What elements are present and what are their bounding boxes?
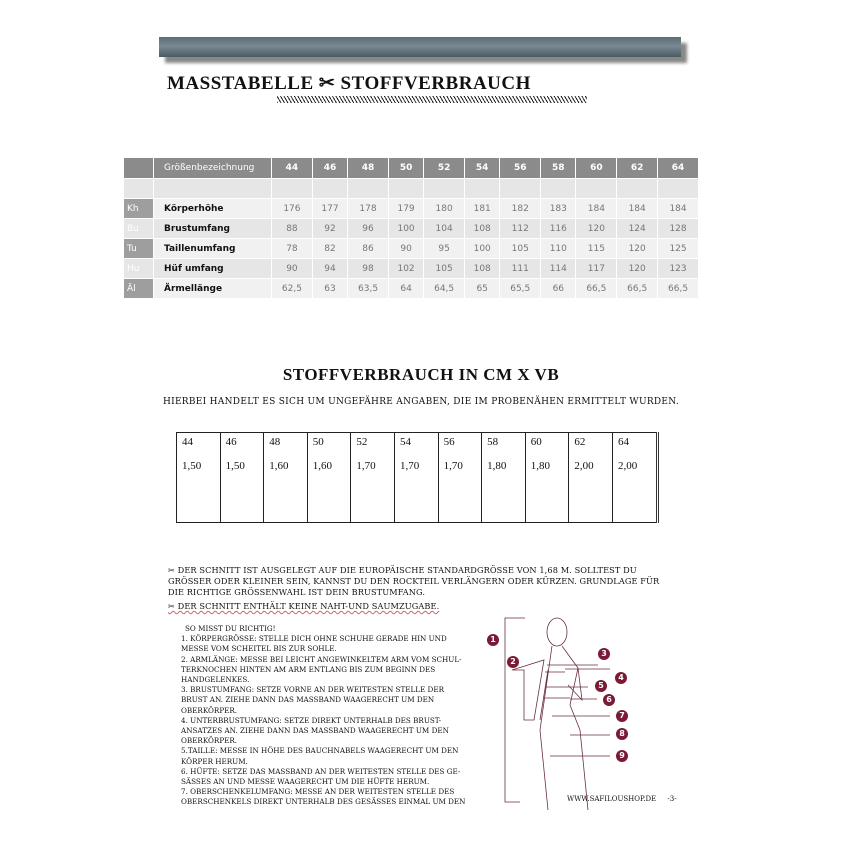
table-cell: 176 [272, 199, 313, 219]
fabric-amount: 1,70 [399, 460, 420, 472]
blank-cell [541, 179, 576, 199]
measure-step: 2. ARMLÄNGE: MESSE BEI LEICHT ANGEWINKELTEM ARM VOM SCHUL-TERKNOCHEN HINTEN AM ARM ENTLANG BIS ZUM BEGINN DES HANDGELENKES. [181, 654, 462, 685]
blank-cell [500, 179, 541, 199]
fabric-amount: 1,80 [487, 460, 507, 472]
fabric-amount: 1,70 [356, 460, 376, 472]
table-cell: 183 [541, 199, 576, 219]
blank-cell [312, 179, 347, 199]
size-table [123, 157, 699, 299]
table-cell: 90 [388, 239, 423, 259]
table-cell: 65 [465, 279, 500, 299]
fabric-amount: 1,70 [443, 460, 463, 472]
marker-6: 6 [603, 694, 615, 706]
table-cell: 88 [272, 219, 313, 239]
table-row [124, 199, 699, 219]
measure-step: 5.TAILLE: MESSE IN HÖHE DES BAUCHNABELS WAAGERECHT UM DEN KÖRPER HERUM. [181, 746, 459, 766]
table-cell: 94 [312, 259, 347, 279]
note-standard-size: ✂ DER SCHNITT IST AUSGELEGT AUF DIE EUROPÄISCHE STANDARDGRÖSSE VON 1,68 M. SOLLTEST DU GRÖSSER ODER KLEINER SEIN, KANNST DU DEN ROCKTEIL VERLÄNGERN ODER KÜRZEN. GRUNDLAGE FÜR DIE RICHTIGE GRÖSSENWAHL IST DEIN BRUSTUMFANG. [168, 565, 660, 597]
blank-cell [272, 179, 313, 199]
column-header: 46 [312, 158, 347, 179]
fabric-table [176, 432, 659, 523]
table-cell: 98 [348, 259, 389, 279]
table-cell: 182 [500, 199, 541, 219]
row-label: Körperhöhe [154, 199, 272, 219]
fabric-size: 60 [530, 436, 542, 448]
marker-8: 8 [616, 728, 628, 740]
fabric-amount: 1,80 [530, 460, 550, 472]
row-label: Hüf umfang [154, 259, 272, 279]
table-cell: 64 [388, 279, 423, 299]
marker-1: 1 [487, 634, 499, 646]
table-cell: 123 [658, 259, 699, 279]
row-abbr: Hu [124, 259, 154, 279]
table-cell: 102 [388, 259, 423, 279]
column-header: 62 [617, 158, 658, 179]
measure-step: 1. KÖRPERGRÖSSE: STELLE DICH OHNE SCHUHE GERADE HIN UND MESSE VOM SCHEITEL BIS ZUR SOHLE. [181, 634, 447, 654]
fabric-cell [612, 433, 657, 523]
table-cell: 120 [576, 219, 617, 239]
table-cell: 100 [465, 239, 500, 259]
fabric-note: HIERBEI HANDELT ES SICH UM UNGEFÄHRE ANGABEN, DIE IM PROBENÄHEN ERMITTELT WURDEN. [162, 397, 680, 407]
table-cell: 120 [617, 259, 658, 279]
blank-cell [617, 179, 658, 199]
table-cell: 124 [617, 219, 658, 239]
marker-2: 2 [507, 656, 519, 668]
table-cell: 184 [617, 199, 658, 219]
table-cell: 177 [312, 199, 347, 219]
measure-title: SO MISST DU RICHTIG! [185, 624, 276, 633]
table-row [124, 279, 699, 299]
column-header: 58 [541, 158, 576, 179]
fabric-amount: 1,50 [182, 460, 202, 472]
column-header: Größenbezeichnung [154, 158, 272, 179]
note-seam-allowance: ✂ DER SCHNITT ENTHÄLT KEINE NAHT-UND SAUMZUGABE. [168, 601, 440, 611]
table-cell: 92 [312, 219, 347, 239]
table-cell: 108 [465, 219, 500, 239]
row-label: Brustumfang [154, 219, 272, 239]
table-cell: 104 [424, 219, 465, 239]
table-cell: 181 [465, 199, 500, 219]
header-bar [159, 37, 681, 57]
table-cell: 96 [348, 219, 389, 239]
table-row [124, 239, 699, 259]
blank-cell [154, 179, 272, 199]
table-cell: 78 [272, 239, 313, 259]
table-row [124, 259, 699, 279]
fabric-amount: 2,00 [574, 460, 594, 472]
table-cell: 63,5 [348, 279, 389, 299]
page-title: MASSTABELLE ✂ STOFFVERBRAUCH [167, 73, 531, 94]
column-header: 44 [272, 158, 313, 179]
table-cell: 95 [424, 239, 465, 259]
fabric-size: 64 [617, 436, 629, 448]
table-cell: 179 [388, 199, 423, 219]
row-abbr: Äl [124, 279, 154, 299]
table-cell: 117 [576, 259, 617, 279]
table-cell: 120 [617, 239, 658, 259]
table-cell: 111 [500, 259, 541, 279]
marker-3: 3 [598, 648, 610, 660]
blank-cell [424, 179, 465, 199]
table-cell: 125 [658, 239, 699, 259]
row-abbr: Bu [124, 219, 154, 239]
column-header: 50 [388, 158, 423, 179]
fabric-cell [482, 433, 526, 523]
blank-cell [124, 179, 154, 199]
table-cell: 86 [348, 239, 389, 259]
fabric-cell [569, 433, 613, 523]
table-cell: 115 [576, 239, 617, 259]
table-cell: 66,5 [658, 279, 699, 299]
fabric-size: 48 [269, 436, 281, 448]
table-cell: 178 [348, 199, 389, 219]
blank-cell [388, 179, 423, 199]
arm-bracket [512, 660, 544, 720]
fabric-size: 46 [225, 436, 237, 448]
marker-4: 4 [615, 672, 627, 684]
table-cell: 65,5 [500, 279, 541, 299]
table-cell: 108 [465, 259, 500, 279]
fabric-heading: STOFFVERBRAUCH IN CM X VB [282, 365, 560, 384]
fabric-cell [525, 433, 569, 523]
table-cell: 184 [658, 199, 699, 219]
blank-cell [348, 179, 389, 199]
fabric-amount: 1,60 [269, 460, 289, 472]
measure-step: 7. OBERSCHENKELUMFANG: MESSE AN DER WEITESTEN STELLE DES OBERSCHENKELS DIREKT UNTERHALB DES GESÄSSES EINMAL UM DEN [181, 787, 466, 807]
fabric-cell [307, 433, 351, 523]
table-cell: 66 [541, 279, 576, 299]
height-bracket [505, 618, 525, 802]
table-cell: 114 [541, 259, 576, 279]
abbr-header [124, 158, 154, 179]
blank-cell [576, 179, 617, 199]
fabric-cell [394, 433, 438, 523]
marker-9: 9 [616, 750, 628, 762]
fabric-size: 58 [487, 436, 499, 448]
fabric-cell [177, 433, 221, 523]
table-cell: 112 [500, 219, 541, 239]
marker-5: 5 [595, 680, 607, 692]
column-header: 60 [576, 158, 617, 179]
fabric-size: 44 [182, 436, 193, 448]
table-cell: 66,5 [576, 279, 617, 299]
marker-7: 7 [616, 710, 628, 722]
measure-step: 3. BRUSTUMFANG: SETZE VORNE AN DER WEITESTEN STELLE DER BRUST AN. ZIEHE DANN DAS MASSBAND WAAGERECHT UM DEN OBERKÖRPER. [181, 685, 444, 715]
table-cell: 64,5 [424, 279, 465, 299]
table-cell: 100 [388, 219, 423, 239]
blank-cell [658, 179, 699, 199]
table-cell: 128 [658, 219, 699, 239]
measure-step: 6. HÜFTE: SETZE DAS MASSBAND AN DER WEITESTEN STELLE DES GE-SÄSSES AN UND MESSE WAAGERECHT UM DIE HÜFTE HERUM. [181, 766, 461, 787]
table-cell: 90 [272, 259, 313, 279]
table-cell: 180 [424, 199, 465, 219]
measure-figure [470, 610, 670, 810]
page-number: -3- [667, 795, 677, 803]
measure-instructions [181, 624, 471, 808]
fabric-cell [351, 433, 395, 523]
table-cell: 82 [312, 239, 347, 259]
website: WWW.SAFILOUSHOP.DE [567, 795, 657, 803]
fabric-amount: 2,00 [617, 460, 638, 472]
title-underline [277, 96, 587, 103]
footer [567, 795, 677, 803]
fabric-size: 52 [356, 436, 368, 448]
fabric-cell [220, 433, 264, 523]
table-cell: 184 [576, 199, 617, 219]
fabric-amount: 1,60 [312, 460, 333, 472]
fabric-cell [438, 433, 482, 523]
table-cell: 116 [541, 219, 576, 239]
table-cell: 105 [500, 239, 541, 259]
table-cell: 105 [424, 259, 465, 279]
column-header: 56 [500, 158, 541, 179]
fabric-size: 50 [312, 436, 324, 448]
fabric-amount: 1,50 [225, 460, 245, 472]
table-cell: 110 [541, 239, 576, 259]
table-cell: 66,5 [617, 279, 658, 299]
fabric-size: 54 [399, 436, 411, 448]
fabric-cell [264, 433, 308, 523]
blank-cell [465, 179, 500, 199]
column-header: 48 [348, 158, 389, 179]
row-label: Taillenumfang [154, 239, 272, 259]
column-header: 64 [658, 158, 699, 179]
table-cell: 63 [312, 279, 347, 299]
table-row [124, 219, 699, 239]
column-header: 52 [424, 158, 465, 179]
row-abbr: Kh [124, 199, 154, 219]
row-label: Ärmellänge [154, 279, 272, 299]
column-header: 54 [465, 158, 500, 179]
row-abbr: Tu [124, 239, 154, 259]
fabric-size: 62 [574, 436, 586, 448]
fabric-size: 56 [443, 436, 455, 448]
measure-step: 4. UNTERBRUSTUMFANG: SETZE DIREKT UNTERHALB DES BRUST-ANSATZES AN. ZIEHE DANN DAS MASSBAND WAAGERECHT UM DEN OBERKÖRPER. [181, 715, 449, 746]
table-cell: 62,5 [272, 279, 313, 299]
